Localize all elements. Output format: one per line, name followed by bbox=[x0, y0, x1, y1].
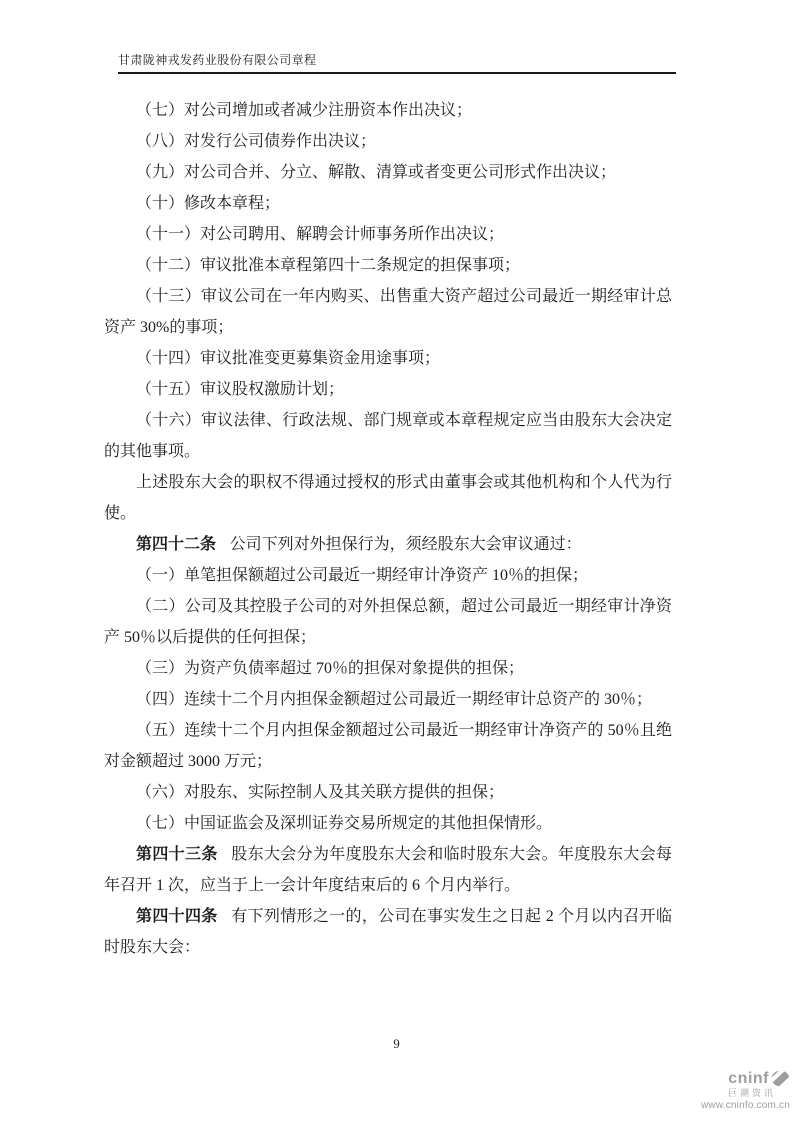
document-body bbox=[104, 95, 672, 963]
paragraph-text: （一）单笔担保额超过公司最近一期经审计净资产 10％的担保； bbox=[136, 567, 589, 584]
page-number: 9 bbox=[393, 1036, 400, 1051]
paragraph-text: （十六）审议法律、行政法规、部门规章或本章程规定应当由股东大会决定的其他事项。 bbox=[104, 412, 672, 460]
paragraph-text: （十二）审议批准本章程第四十二条规定的担保事项； bbox=[136, 257, 521, 274]
paragraph-text: （五）连续十二个月内担保金额超过公司最近一期经审计净资产的 50％且绝对金额超过 3000 万元； bbox=[104, 722, 672, 770]
cninfo-chinese-name: 巨潮资讯 bbox=[727, 1087, 776, 1098]
paragraph bbox=[104, 126, 672, 157]
paragraph-text: （九）对公司合并、分立、解散、清算或者变更公司形式作出决议； bbox=[136, 164, 617, 181]
paragraph bbox=[104, 157, 672, 188]
paragraph-text: （十）修改本章程； bbox=[136, 195, 281, 212]
paragraph bbox=[104, 901, 672, 963]
paragraph-text: （七）中国证监会及深圳证券交易所规定的其他担保情形。 bbox=[136, 815, 553, 832]
paragraph bbox=[104, 281, 672, 343]
paragraph bbox=[104, 529, 672, 560]
paragraph bbox=[104, 591, 672, 653]
cninfo-url: www.cninfo.com.cn bbox=[701, 1100, 790, 1112]
header-title: 甘肃陇神戎发药业股份有限公司章程 bbox=[118, 53, 317, 67]
paragraph-text: （六）对股东、实际控制人及其关联方提供的担保； bbox=[136, 784, 505, 801]
paragraph-text: 上述股东大会的职权不得通过授权的形式由董事会或其他机构和个人代为行使。 bbox=[104, 474, 672, 522]
paragraph-text: （七）对公司增加或者减少注册资本作出决议； bbox=[136, 102, 473, 119]
paragraph-text: （十一）对公司聘用、解聘会计师事务所作出决议； bbox=[136, 226, 505, 243]
paragraph bbox=[104, 653, 672, 684]
cninfo-brand-text: cninf bbox=[728, 1070, 769, 1087]
paragraph-text: 股东大会分为年度股东大会和临时股东大会。年度股东大会每年召开 1 次，应当于上一会计年度结束后的 6 个月内举行。 bbox=[104, 846, 672, 894]
paragraph bbox=[104, 715, 672, 777]
paragraph-text: （十五）审议股权激励计划； bbox=[136, 381, 345, 398]
paragraph bbox=[104, 560, 672, 591]
paragraph-text: （四）连续十二个月内担保金额超过公司最近一期经审计总资产的 30％； bbox=[136, 691, 653, 708]
paragraph bbox=[104, 808, 672, 839]
article-number: 第四十四条 bbox=[136, 908, 218, 925]
paragraph-text: （八）对发行公司债券作出决议； bbox=[136, 133, 377, 150]
paragraph bbox=[104, 777, 672, 808]
article-number: 第四十二条 bbox=[136, 536, 217, 553]
cninfo-logo-row bbox=[701, 1070, 790, 1088]
paragraph-text: 公司下列对外担保行为，须经股东大会审议通过： bbox=[229, 536, 582, 553]
paragraph-text: 有下列情形之一的，公司在事实发生之日起 2 个月以内召开临时股东大会： bbox=[104, 908, 672, 956]
paragraph bbox=[104, 343, 672, 374]
paragraph bbox=[104, 405, 672, 467]
paragraph bbox=[104, 188, 672, 219]
paragraph bbox=[104, 219, 672, 250]
paragraph-text: （二）公司及其控股子公司的对外担保总额，超过公司最近一期经审计净资产 50％以后提供的任何担保； bbox=[104, 598, 672, 646]
paragraph bbox=[104, 839, 672, 901]
paragraph bbox=[104, 684, 672, 715]
page-header bbox=[118, 51, 676, 74]
paragraph-text: （十三）审议公司在一年内购买、出售重大资产超过公司最近一期经审计总资产 30%的事项； bbox=[104, 288, 672, 336]
paragraph bbox=[104, 95, 672, 126]
paragraph bbox=[104, 467, 672, 529]
cninfo-watermark bbox=[701, 1070, 790, 1111]
cninfo-swirl-icon bbox=[771, 1070, 790, 1087]
paragraph-text: （三）为资产负债率超过 70％的担保对象提供的担保； bbox=[136, 660, 525, 677]
paragraph-text: （十四）审议批准变更募集资金用途事项； bbox=[136, 350, 441, 367]
paragraph bbox=[104, 250, 672, 281]
article-number: 第四十三条 bbox=[136, 846, 218, 863]
paragraph bbox=[104, 374, 672, 405]
